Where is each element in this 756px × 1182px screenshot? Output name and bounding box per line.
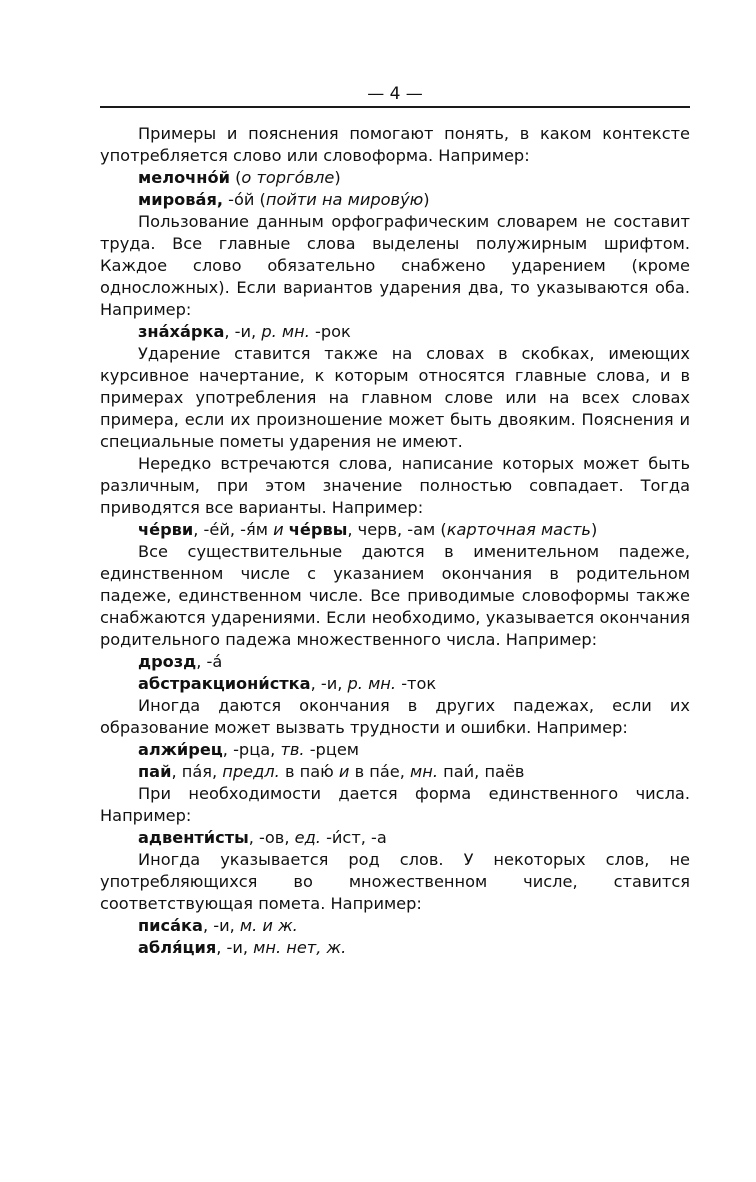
paragraph-stress: Ударение ставится также на словах в скобках, имеющих курсивное начертание, к которым относятся главные слова, и в примерах употребления на главном слове или на всех словах примера, если их произношение может быть двояким. Пояснения и специальные пометы ударения не имеют. — [100, 344, 690, 451]
headword: абля́ция — [138, 938, 217, 957]
headword: мирова́я, — [138, 190, 223, 209]
headword: пай — [138, 762, 172, 781]
usage-note: пойти на мирову́ю — [265, 190, 424, 209]
example-entry — [100, 519, 690, 541]
grammar-label: р. мн. — [261, 322, 310, 341]
example-entry — [100, 937, 690, 959]
entry-text: , -е́й, -я́м — [193, 520, 274, 539]
grammar-label: тв. — [280, 740, 305, 759]
entry-text: , -а́ — [196, 652, 223, 671]
headword: адвенти́сты — [138, 828, 249, 847]
example-entry — [100, 673, 690, 695]
page-number: — 4 — — [367, 84, 423, 104]
entry-text: , черв, -ам ( — [347, 520, 447, 539]
entry-text: , -и, — [310, 674, 348, 693]
entry-text: , -и, — [224, 322, 262, 341]
usage-note: карточная масть — [446, 520, 591, 539]
entry-text: -рок — [309, 322, 351, 341]
headword: писа́ка — [138, 916, 203, 935]
entry-text: ) — [590, 520, 598, 539]
entry-text: паи́, паёв — [437, 762, 525, 781]
entry-text: ) — [334, 168, 341, 187]
example-entry — [100, 827, 690, 849]
entry-text: в паю́ — [279, 762, 339, 781]
example-entry — [100, 651, 690, 673]
entry-text: ( — [229, 168, 242, 187]
header-rule — [100, 106, 690, 108]
example-entry — [100, 915, 690, 937]
entry-text: , -рца, — [222, 740, 281, 759]
grammar-label: мн. — [410, 762, 438, 781]
headword: алжи́рец — [138, 740, 223, 759]
example-entry — [100, 761, 690, 783]
headword: че́рви — [138, 520, 194, 539]
paragraph-singular: При необходимости дается форма единственного числа. Например: — [100, 784, 690, 825]
example-entry — [100, 739, 690, 761]
paragraph-usage: Пользование данным орфографическим словарем не составит труда. Все главные слова выделены полужирным шрифтом. Каждое слово обязательно снабжено ударением (кроме односложных). Если вариантов ударения два, то указываются оба. Например: — [100, 212, 690, 319]
entry-text: , -и, — [216, 938, 254, 957]
entry-text: , -и, — [202, 916, 240, 935]
paragraph-variants: Нередко встречаются слова, написание которых может быть различным, при этом значение полностью совпадает. Тогда приводятся все варианты. Например: — [100, 454, 690, 517]
conjunction: и — [273, 520, 284, 539]
paragraph-cases: Иногда даются окончания в других падежах, если их образование может вызвать трудности и ошибки. Например: — [100, 696, 690, 737]
entry-text: -и́ст, -а — [320, 828, 387, 847]
paragraph-gender: Иногда указывается род слов. У некоторых слов, не употребляющихся во множественном числе, ставится соответствующая помета. Например: — [100, 850, 690, 913]
entry-text: в па́е, — [349, 762, 411, 781]
grammar-label: мн. нет, ж. — [253, 938, 347, 957]
headword: че́рвы — [288, 520, 348, 539]
grammar-label: р. мн. — [347, 674, 397, 693]
example-entry — [100, 189, 690, 211]
entry-text: , па́я, — [171, 762, 223, 781]
entry-text: -рцем — [304, 740, 360, 759]
headword: мелочно́й — [138, 168, 230, 187]
conjunction: и — [338, 762, 350, 781]
entry-text: -ток — [396, 674, 437, 693]
page-content — [100, 123, 690, 959]
headword: зна́ха́рка — [138, 322, 225, 341]
grammar-label: предл. — [222, 762, 280, 781]
example-entry — [100, 321, 690, 343]
grammar-label: ед. — [294, 828, 321, 847]
entry-text: ) — [423, 190, 430, 209]
usage-note: о торго́вле — [241, 168, 335, 187]
paragraph-examples-intro: Примеры и пояснения помогают понять, в каком контексте употребляется слово или словоформа. Например: — [100, 124, 690, 165]
headword: абстракциони́стка — [138, 674, 311, 693]
example-entry — [100, 167, 690, 189]
grammar-label: м. и ж. — [239, 916, 298, 935]
entry-text: , -ов, — [248, 828, 295, 847]
headword: дрозд — [138, 652, 197, 671]
paragraph-nouns: Все существительные даются в именительном падеже, единственном числе с указанием окончания в родительном падеже, единственном числе. Все приводимые словоформы также снабжаются ударениями. Если необходимо, указывается окончания родительного падежа множественного числа. Например: — [100, 542, 690, 649]
entry-text: -о́й ( — [223, 190, 266, 209]
